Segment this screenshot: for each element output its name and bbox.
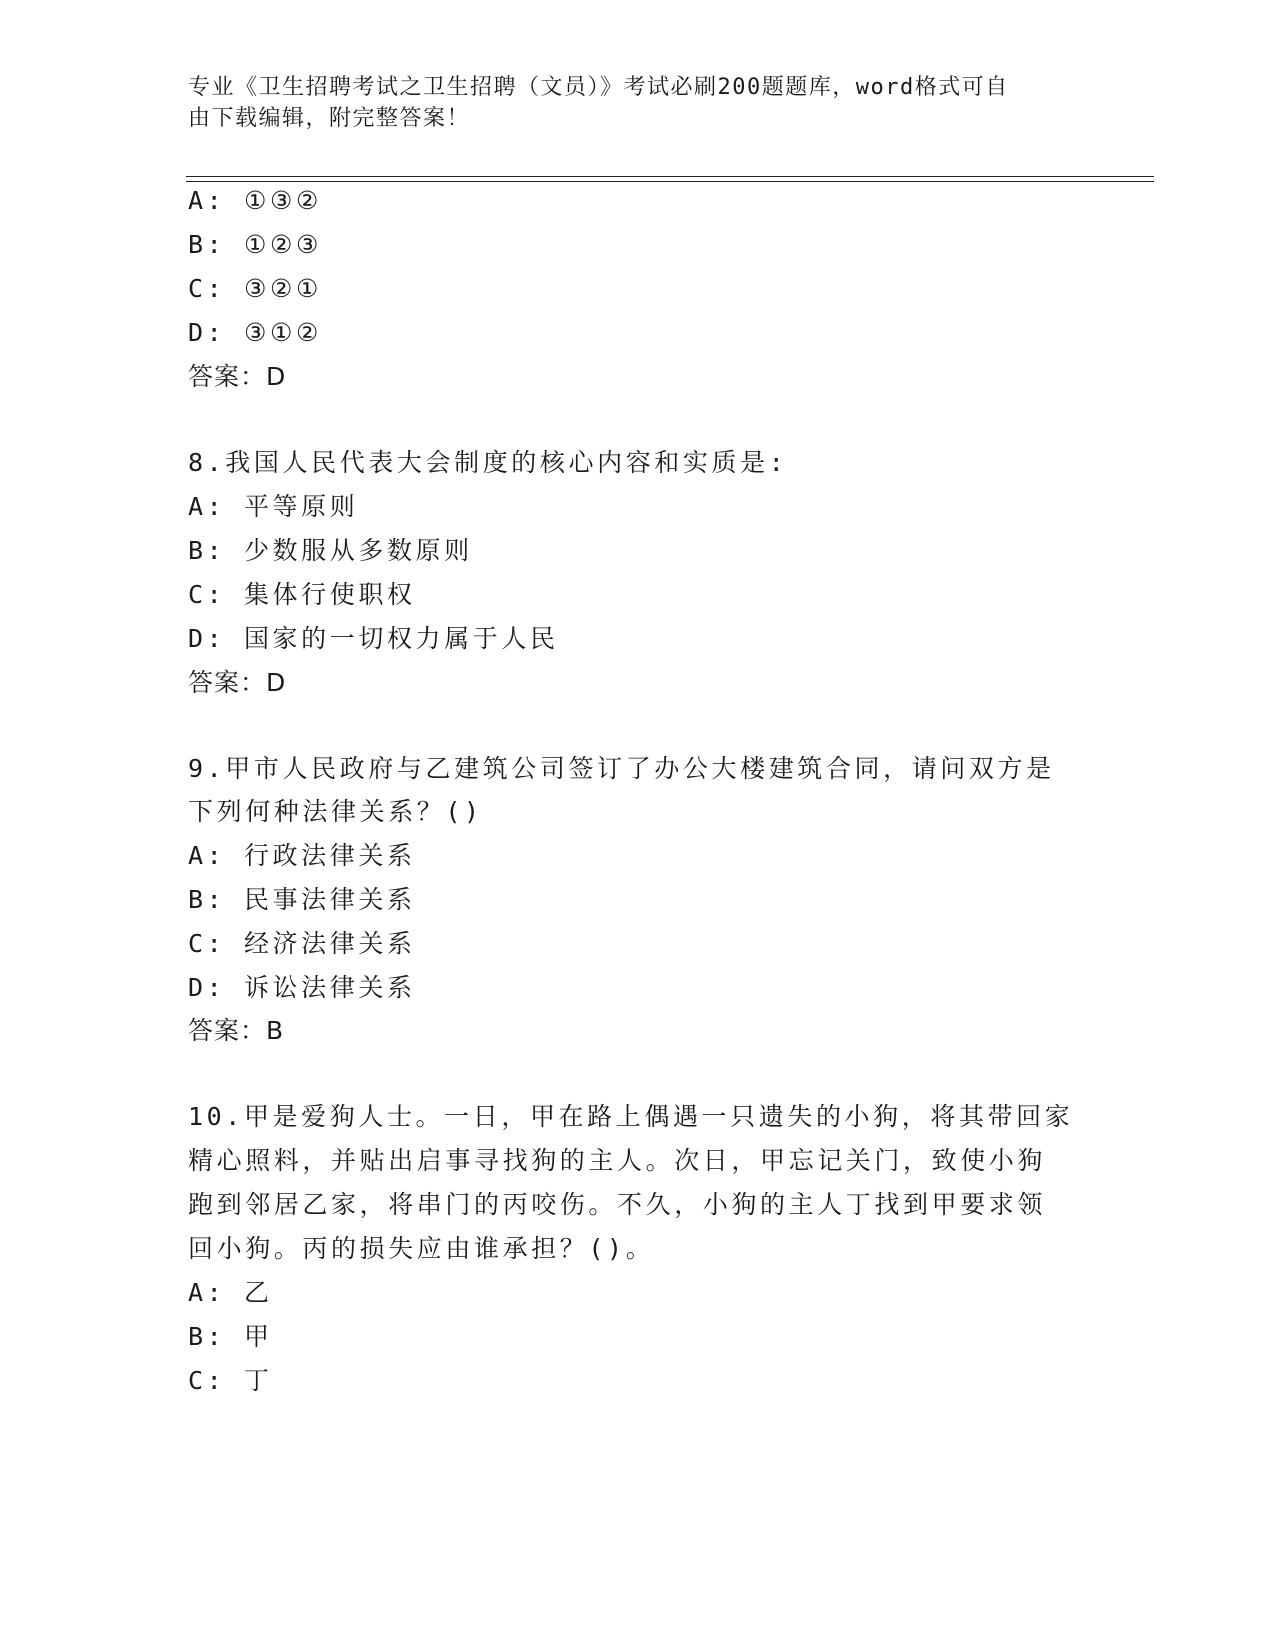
q9-option-c: C: 经济法律关系	[188, 929, 416, 958]
q10-stem-line-4: 回小狗。丙的损失应由谁承担？()。	[188, 1234, 655, 1263]
q10-option-c: C: 丁	[188, 1366, 273, 1395]
document-header	[188, 72, 1068, 134]
q7-option-a: A: ①③②	[188, 186, 322, 215]
q9-option-a: A: 行政法律关系	[188, 841, 416, 870]
q10-stem-line-1: 10.甲是爱狗人士。一日，甲在路上偶遇一只遗失的小狗，将其带回家	[188, 1102, 1074, 1131]
q7-answer: 答案：D	[188, 362, 287, 391]
q9-answer: 答案：B	[188, 1016, 285, 1045]
q9-option-b: B: 民事法律关系	[188, 885, 416, 914]
q10-stem-line-2: 精心照料，并贴出启事寻找狗的主人。次日，甲忘记关门，致使小狗	[188, 1146, 1047, 1175]
q8-option-c: C: 集体行使职权	[188, 580, 416, 609]
q9-option-d: D: 诉讼法律关系	[188, 973, 416, 1002]
q8-stem: 8.我国人民代表大会制度的核心内容和实质是:	[188, 448, 788, 477]
header-line-2: 由下载编辑，附完整答案！	[188, 106, 471, 131]
q8-option-b: B: 少数服从多数原则	[188, 536, 473, 565]
header-line-1: 专业《卫生招聘考试之卫生招聘（文员）》考试必刷200题题库，word格式可自	[188, 75, 1009, 100]
q8-option-a: A: 平等原则	[188, 492, 359, 521]
q8-answer: 答案：D	[188, 668, 287, 697]
q8-option-d: D: 国家的一切权力属于人民	[188, 624, 559, 653]
q10-option-a: A: 乙	[188, 1278, 273, 1307]
header-divider-bottom	[186, 181, 1154, 182]
q10-stem-line-3: 跑到邻居乙家，将串门的丙咬伤。不久，小狗的主人丁找到甲要求领	[188, 1190, 1047, 1219]
q7-option-c: C: ③②①	[188, 274, 322, 303]
q9-stem-line-2: 下列何种法律关系？()	[188, 797, 483, 826]
q9-stem-line-1: 9.甲市人民政府与乙建筑公司签订了办公大楼建筑合同，请问双方是	[188, 754, 1055, 783]
q7-option-b: B: ①②③	[188, 230, 322, 259]
q10-option-b: B: 甲	[188, 1322, 273, 1351]
header-divider-top	[186, 176, 1154, 177]
q7-option-d: D: ③①②	[188, 318, 322, 347]
